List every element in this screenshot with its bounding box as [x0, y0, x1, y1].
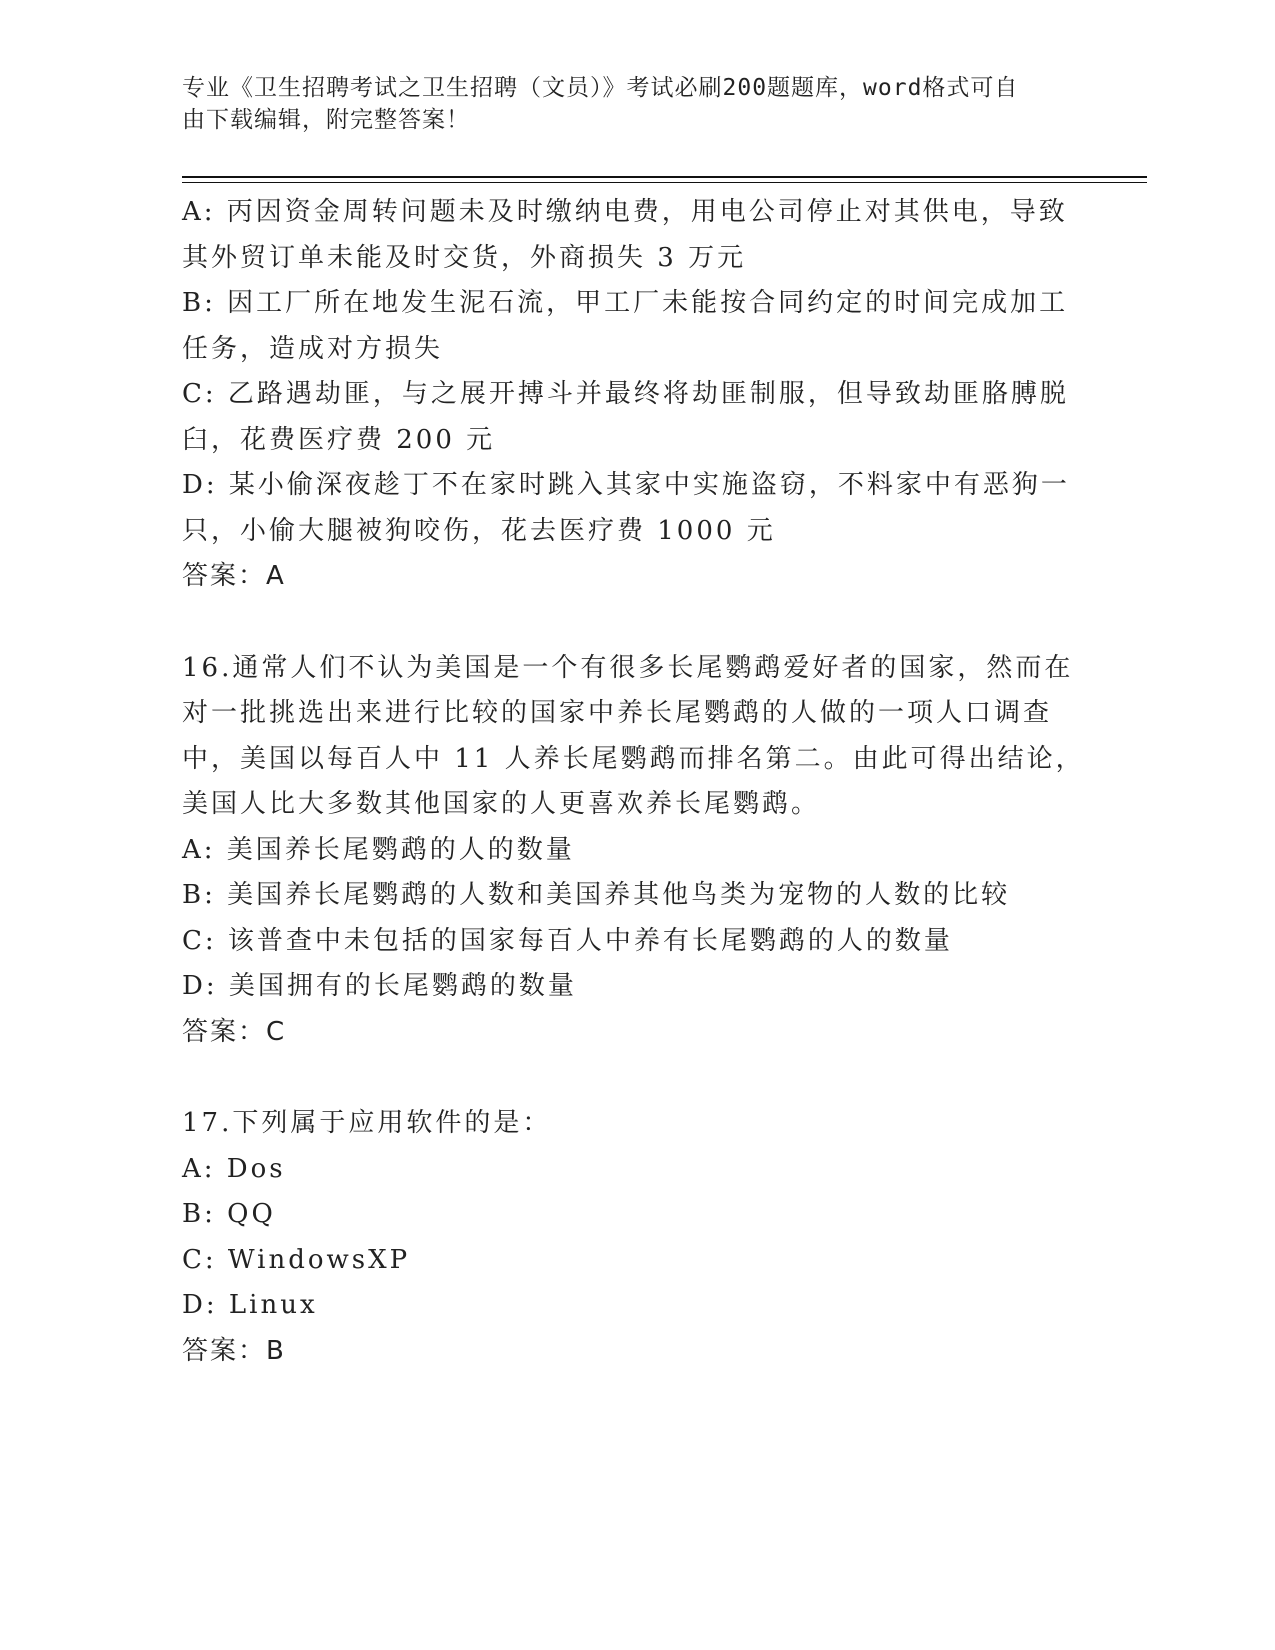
question-17	[182, 1101, 1082, 1374]
option-b	[182, 281, 1082, 372]
option-d: D: 美国拥有的长尾鹦鹉的数量	[182, 971, 577, 1001]
stem-line: 16.通常人们不认为美国是一个有很多长尾鹦鹉爱好者的国家，然而在	[182, 652, 1074, 683]
header-divider-thick	[182, 176, 1147, 178]
document-body	[182, 190, 1085, 1374]
stem-line: 对一批挑选出来进行比较的国家中养长尾鹦鹉的人做的一项人口调查	[182, 698, 1053, 728]
option-a: A: Dos	[182, 1153, 286, 1184]
option-line: 臼，花费医疗费 200 元	[182, 424, 496, 455]
option-d: D: Linux	[182, 1290, 318, 1320]
spacer	[182, 600, 1082, 646]
question-16	[182, 646, 1085, 1056]
header-divider-thin	[182, 182, 1147, 183]
answer-line: 答案：B	[182, 1335, 286, 1366]
option-line: C: 乙路遇劫匪，与之展开搏斗并最终将劫匪制服，但导致劫匪胳膊脱	[182, 379, 1069, 409]
answer-line: 答案：C	[182, 1016, 287, 1047]
header-line-2: 由下载编辑，附完整答案！	[182, 107, 470, 133]
option-c	[182, 372, 1082, 463]
question-stem	[182, 646, 1085, 828]
option-b: B: 美国养长尾鹦鹉的人数和美国养其他鸟类为宠物的人数的比较	[182, 880, 1011, 910]
option-d	[182, 463, 1082, 554]
document-header	[182, 72, 1082, 136]
stem-line: 中，美国以每百人中 11 人养长尾鹦鹉而排名第二。由此可得出结论，	[182, 743, 1085, 774]
spacer	[182, 1055, 1082, 1101]
option-line: 其外贸订单未能及时交货，外商损失 3 万元	[182, 242, 747, 273]
option-c: C: WindowsXP	[182, 1244, 411, 1275]
option-c: C: 该普查中未包括的国家每百人中养有长尾鹦鹉的人的数量	[182, 925, 953, 956]
option-line: D: 某小偷深夜趁丁不在家时跳入其家中实施盗窃，不料家中有恶狗一	[182, 470, 1070, 500]
option-a	[182, 190, 1082, 281]
question-15	[182, 190, 1082, 600]
answer-line: 答案：A	[182, 561, 286, 591]
question-stem: 17.下列属于应用软件的是：	[182, 1108, 552, 1138]
option-line: B: 因工厂所在地发生泥石流，甲工厂未能按合同约定的时间完成加工	[182, 288, 1069, 318]
option-line: A: 丙因资金周转问题未及时缴纳电费，用电公司停止对其供电，导致	[182, 197, 1068, 227]
option-line: 只，小偷大腿被狗咬伤，花去医疗费 1000 元	[182, 515, 776, 546]
option-b: B: QQ	[182, 1199, 276, 1229]
option-line: 任务，造成对方损失	[182, 333, 444, 364]
stem-line: 美国人比大多数其他国家的人更喜欢养长尾鹦鹉。	[182, 789, 821, 819]
option-a: A: 美国养长尾鹦鹉的人的数量	[182, 834, 575, 865]
header-line-1: 专业《卫生招聘考试之卫生招聘（文员）》考试必刷200题题库，word格式可自	[182, 75, 1019, 101]
